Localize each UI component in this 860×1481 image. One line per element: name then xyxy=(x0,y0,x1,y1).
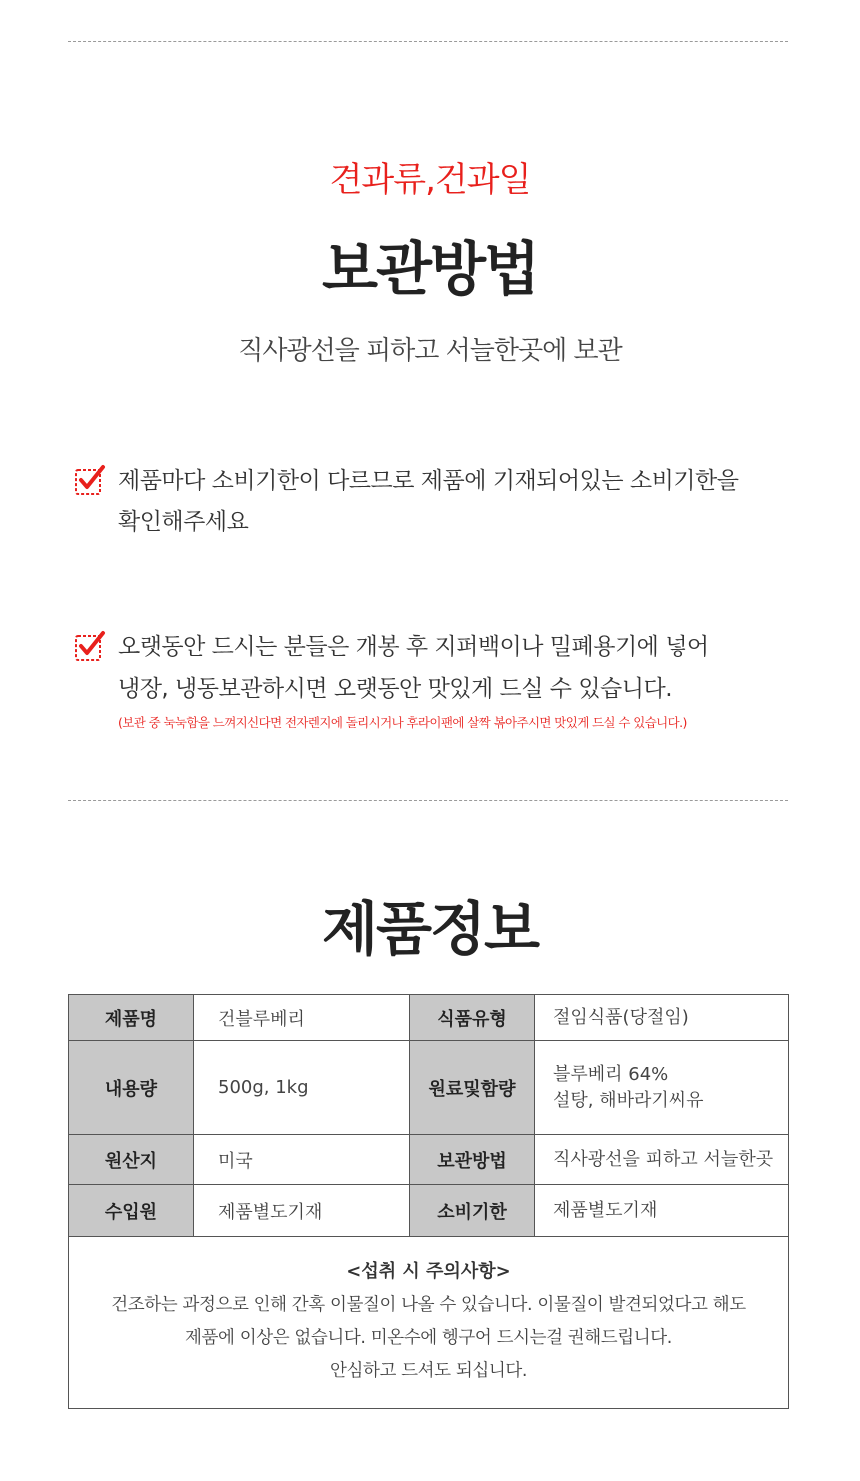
row-value: 500g, 1kg xyxy=(194,1041,410,1135)
row-label: 원료및함량 xyxy=(410,1041,535,1135)
storage-title: 보관방법 xyxy=(321,235,539,303)
note-line: 제품마다 소비기한이 다르므로 제품에 기재되어있는 소비기한을 xyxy=(118,468,739,494)
row-label: 내용량 xyxy=(69,1041,194,1135)
row-value xyxy=(535,1135,789,1185)
caution-line: 제품에 이상은 없습니다. 미온수에 헹구어 드시는걸 권해드립니다. xyxy=(185,1328,672,1348)
middle-divider xyxy=(68,800,788,801)
value-line: 직사광선을 피하고 서늘한곳 xyxy=(553,1148,774,1170)
note-small-tip: (보관 중 눅눅함을 느껴지신다면 전자렌지에 돌리시거나 후라이팬에 살짝 볶아주시면 맛있게 드실 수 있습니다.) xyxy=(118,715,687,730)
table-row xyxy=(69,1185,789,1237)
check-box-icon xyxy=(74,464,106,496)
storage-subtitle: 견과류,건과일 xyxy=(329,160,531,200)
caution-line: 건조하는 과정으로 인해 간혹 이물질이 나올 수 있습니다. 이물질이 발견되었다고 해도 xyxy=(111,1295,746,1315)
table-row xyxy=(69,1041,789,1135)
table-row xyxy=(69,995,789,1041)
product-info-table xyxy=(68,994,789,1409)
row-value xyxy=(535,1041,789,1135)
row-value xyxy=(535,995,789,1041)
row-value xyxy=(535,1185,789,1237)
value-line: 블루베리 64% xyxy=(553,1063,669,1085)
row-value: 제품별도기재 xyxy=(194,1185,410,1237)
value-line: 설탕, 해바라기씨유 xyxy=(553,1089,704,1111)
row-label: 수입원 xyxy=(69,1185,194,1237)
row-value: 미국 xyxy=(194,1135,410,1185)
note-line: 오랫동안 드시는 분들은 개봉 후 지퍼백이나 밀폐용기에 넣어 xyxy=(118,634,709,660)
row-label: 소비기한 xyxy=(410,1185,535,1237)
product-title: 제품정보 xyxy=(321,895,539,963)
caution-line: 안심하고 드셔도 되십니다. xyxy=(329,1361,528,1381)
top-divider xyxy=(68,41,788,42)
caution-row xyxy=(69,1237,789,1409)
value-line: 제품별도기재 xyxy=(553,1199,658,1221)
row-label: 제품명 xyxy=(69,995,194,1041)
value-line: 절임식품(당절임) xyxy=(553,1006,689,1028)
caution-cell xyxy=(69,1237,789,1409)
table-row xyxy=(69,1135,789,1185)
row-value: 건블루베리 xyxy=(194,995,410,1041)
check-box-icon xyxy=(74,630,106,662)
storage-description: 직사광선을 피하고 서늘한곳에 보관 xyxy=(238,336,622,366)
caution-title: <섭취 시 주의사항> xyxy=(346,1261,511,1282)
note-line: 냉장, 냉동보관하시면 오랫동안 맛있게 드실 수 있습니다. xyxy=(118,676,673,702)
row-label: 식품유형 xyxy=(410,995,535,1041)
row-label: 원산지 xyxy=(69,1135,194,1185)
note-line: 확인해주세요 xyxy=(118,509,249,535)
row-label: 보관방법 xyxy=(410,1135,535,1185)
